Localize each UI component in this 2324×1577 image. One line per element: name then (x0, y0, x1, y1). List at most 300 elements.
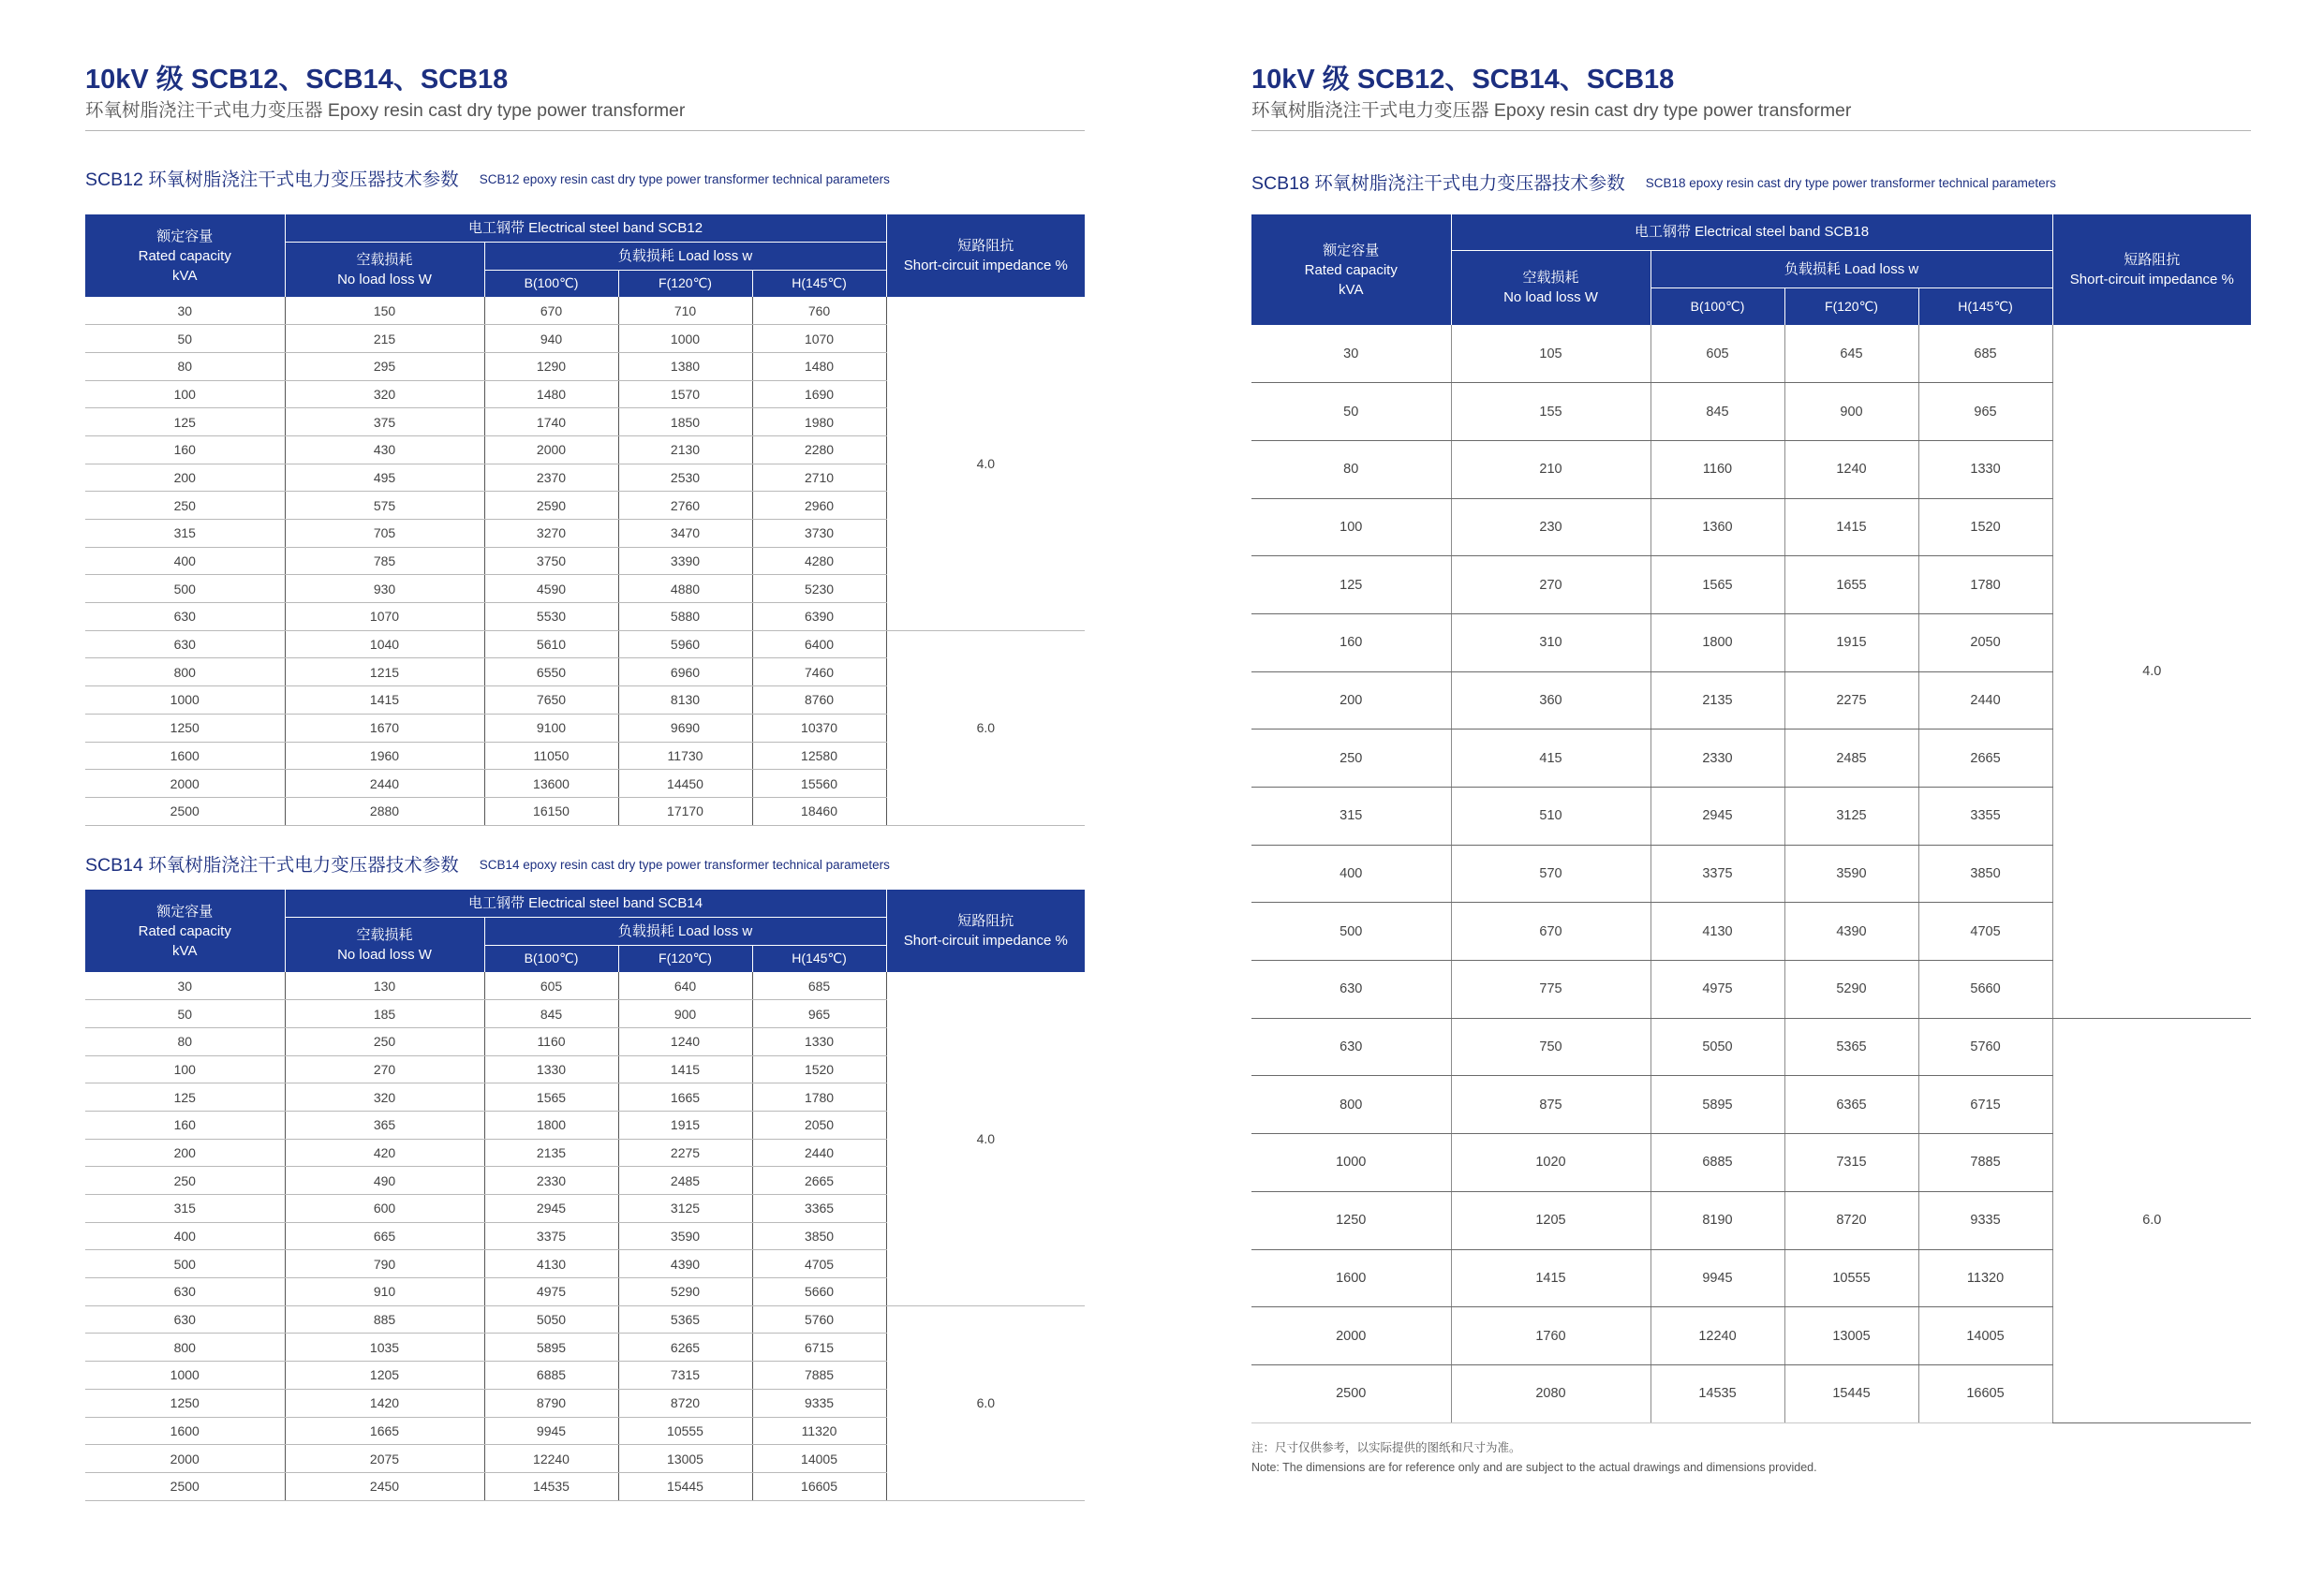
no-load-loss-cell: 2080 (1451, 1364, 1650, 1422)
load-loss-b-cell: 6885 (1650, 1134, 1784, 1192)
load-loss-f-cell: 5365 (1784, 1018, 1918, 1076)
no-load-loss-cell: 320 (285, 380, 484, 408)
rated-capacity-cell: 250 (1251, 730, 1451, 788)
table-row (1251, 325, 2251, 383)
rated-capacity-cell: 1000 (85, 686, 285, 715)
load-loss-h-cell: 9335 (752, 1389, 886, 1417)
no-load-loss-cell: 570 (1451, 845, 1650, 903)
rated-capacity-cell: 80 (85, 352, 285, 380)
load-loss-h-cell: 2050 (752, 1111, 886, 1139)
load-loss-f-cell: 6365 (1784, 1076, 1918, 1134)
no-load-loss-cell: 665 (285, 1222, 484, 1250)
load-loss-f-cell: 1380 (618, 352, 752, 380)
short-circuit-impedance-cell: 6.0 (886, 630, 1085, 825)
load-loss-b-cell: 16150 (484, 797, 618, 825)
scb12-parameter-table (85, 214, 1085, 826)
table-header (1251, 214, 2251, 325)
load-loss-h-cell: 1330 (1918, 440, 2052, 498)
no-load-loss-cell: 230 (1451, 498, 1650, 556)
rated-capacity-cell: 80 (1251, 440, 1451, 498)
impedance-label-cn: 短路阻抗 (957, 913, 1014, 929)
load-loss-f-cell: 1415 (618, 1055, 752, 1083)
rated-capacity-cell: 800 (1251, 1076, 1451, 1134)
load-loss-b-cell: 9945 (1650, 1249, 1784, 1307)
no-load-loss-cell: 910 (285, 1278, 484, 1306)
rated-capacity-cell: 100 (1251, 498, 1451, 556)
rated-capacity-cell: 630 (1251, 1018, 1451, 1076)
load-loss-f-cell: 7315 (1784, 1134, 1918, 1192)
section-heading-en: SCB12 epoxy resin cast dry type power transformer technical parameters (479, 172, 890, 186)
no-load-loss-cell: 310 (1451, 613, 1650, 671)
page-subtitle: 环氧树脂浇注干式电力变压器 Epoxy resin cast dry type power transformer (85, 100, 686, 121)
load-loss-f-cell: 4880 (618, 575, 752, 603)
no-load-loss-label-cn: 空载损耗 (1522, 270, 1579, 287)
load-loss-h-cell: 12580 (752, 742, 886, 770)
no-load-loss-cell: 490 (285, 1167, 484, 1195)
rated-capacity-cell: 1250 (85, 714, 285, 742)
rated-capacity-cell: 400 (85, 547, 285, 575)
load-loss-h-cell: 4705 (752, 1250, 886, 1278)
load-loss-f-cell: 5290 (1784, 961, 1918, 1019)
load-loss-b-cell: 3375 (484, 1222, 618, 1250)
load-loss-b-cell: 4975 (1650, 961, 1784, 1019)
scb14-parameter-table (85, 890, 1085, 1501)
table-header (85, 890, 1085, 972)
load-loss-f-cell: 5880 (618, 603, 752, 631)
scb18-section-heading (1251, 170, 2056, 197)
header-row (85, 890, 1085, 917)
rated-capacity-cell: 500 (1251, 903, 1451, 961)
load-loss-f-cell: 3125 (618, 1195, 752, 1223)
load-loss-f-cell: 5290 (618, 1278, 752, 1306)
load-loss-f-cell: 8720 (618, 1389, 752, 1417)
load-loss-f-cell: 8130 (618, 686, 752, 715)
load-loss-b-cell: 2945 (484, 1195, 618, 1223)
rated-capacity-cell: 125 (1251, 556, 1451, 614)
rated-capacity-cell: 250 (85, 1167, 285, 1195)
impedance-label-en: Short-circuit impedance % (2069, 272, 2234, 287)
no-load-loss-cell: 600 (285, 1195, 484, 1223)
load-loss-h-cell: 685 (1918, 325, 2052, 383)
rated-capacity-cell: 500 (85, 575, 285, 603)
load-loss-b-cell: 1800 (1650, 613, 1784, 671)
load-loss-b-cell: 5895 (484, 1334, 618, 1362)
load-loss-b-cell: 9945 (484, 1417, 618, 1445)
header-row (85, 214, 1085, 242)
load-loss-h-cell: 1070 (752, 325, 886, 353)
scb12-section-heading (85, 167, 890, 193)
no-load-loss-cell: 790 (285, 1250, 484, 1278)
page-title: 10kV 级 SCB12、SCB14、SCB18 (85, 65, 509, 95)
temp-class-h-header: H(145℃) (752, 270, 886, 297)
short-circuit-impedance-cell: 6.0 (886, 1305, 1085, 1500)
load-loss-f-cell: 5365 (618, 1305, 752, 1334)
short-circuit-impedance-header (886, 214, 1085, 297)
load-loss-b-cell: 4975 (484, 1278, 618, 1306)
no-load-loss-cell: 495 (285, 464, 484, 492)
load-loss-f-cell: 2760 (618, 492, 752, 520)
load-loss-h-cell: 1780 (1918, 556, 2052, 614)
load-loss-b-cell: 5895 (1650, 1076, 1784, 1134)
no-load-loss-cell: 1205 (1451, 1191, 1650, 1249)
load-loss-h-cell: 2050 (1918, 613, 2052, 671)
temp-class-f-header: F(120℃) (1784, 287, 1918, 325)
load-loss-h-cell: 6390 (752, 603, 886, 631)
load-loss-h-cell: 8760 (752, 686, 886, 715)
rated-capacity-cell: 1250 (1251, 1191, 1451, 1249)
rated-capacity-cell: 2500 (1251, 1364, 1451, 1422)
no-load-loss-cell: 705 (285, 520, 484, 548)
no-load-loss-cell: 2450 (285, 1472, 484, 1500)
load-loss-b-cell: 6550 (484, 658, 618, 686)
load-loss-f-cell: 1850 (618, 408, 752, 436)
short-circuit-impedance-header (2052, 214, 2251, 325)
load-loss-b-cell: 5610 (484, 630, 618, 658)
load-loss-f-cell: 710 (618, 297, 752, 325)
load-loss-f-cell: 5960 (618, 630, 752, 658)
section-heading-cn: SCB18 环氧树脂浇注干式电力变压器技术参数 (1251, 173, 1625, 194)
impedance-label-en: Short-circuit impedance % (903, 258, 1068, 273)
rated-capacity-cell: 400 (85, 1222, 285, 1250)
no-load-loss-cell: 155 (1451, 383, 1650, 441)
load-loss-b-cell: 845 (1650, 383, 1784, 441)
no-load-loss-cell: 215 (285, 325, 484, 353)
no-load-loss-cell: 270 (1451, 556, 1650, 614)
rated-capacity-cell: 100 (85, 380, 285, 408)
no-load-loss-cell: 2880 (285, 797, 484, 825)
no-load-loss-cell: 430 (285, 435, 484, 464)
no-load-loss-cell: 1670 (285, 714, 484, 742)
load-loss-f-cell: 645 (1784, 325, 1918, 383)
load-loss-h-cell: 2960 (752, 492, 886, 520)
no-load-loss-label-cn: 空载损耗 (356, 926, 413, 943)
temp-class-f-header: F(120℃) (618, 270, 752, 297)
load-loss-f-cell: 4390 (618, 1250, 752, 1278)
load-loss-h-cell: 965 (752, 1000, 886, 1028)
load-loss-f-cell: 3590 (1784, 845, 1918, 903)
rated-capacity-cell: 1600 (85, 1417, 285, 1445)
page-subtitle: 环氧树脂浇注干式电力变压器 Epoxy resin cast dry type power transformer (1251, 100, 1852, 121)
load-loss-b-cell: 2135 (1650, 671, 1784, 730)
load-loss-f-cell: 1665 (618, 1083, 752, 1112)
load-loss-b-cell: 8790 (484, 1389, 618, 1417)
load-loss-h-cell: 685 (752, 972, 886, 1000)
load-loss-h-cell: 18460 (752, 797, 886, 825)
load-loss-f-cell: 1000 (618, 325, 752, 353)
load-loss-f-cell: 2275 (1784, 671, 1918, 730)
load-loss-h-cell: 1980 (752, 408, 886, 436)
rated-capacity-cell: 1000 (85, 1362, 285, 1390)
rated-capacity-label-cn: 额定容量 (156, 228, 214, 244)
rated-capacity-cell: 2000 (85, 770, 285, 798)
load-loss-b-cell: 4590 (484, 575, 618, 603)
load-loss-h-cell: 14005 (1918, 1307, 2052, 1365)
load-loss-f-cell: 6960 (618, 658, 752, 686)
load-loss-h-cell: 1780 (752, 1083, 886, 1112)
load-loss-h-cell: 15560 (752, 770, 886, 798)
load-loss-b-cell: 2135 (484, 1139, 618, 1167)
load-loss-f-cell: 1415 (1784, 498, 1918, 556)
load-loss-f-cell: 3590 (618, 1222, 752, 1250)
load-loss-h-cell: 2440 (752, 1139, 886, 1167)
no-load-loss-cell: 1760 (1451, 1307, 1650, 1365)
no-load-loss-cell: 415 (1451, 730, 1650, 788)
temp-class-h-header: H(145℃) (752, 945, 886, 972)
load-loss-f-cell: 640 (618, 972, 752, 1000)
short-circuit-impedance-cell: 4.0 (886, 972, 1085, 1305)
rated-capacity-cell: 125 (85, 408, 285, 436)
load-loss-h-cell: 5660 (752, 1278, 886, 1306)
load-loss-f-cell: 1240 (1784, 440, 1918, 498)
table-row (85, 630, 1085, 658)
load-loss-b-cell: 13600 (484, 770, 618, 798)
rated-capacity-unit: kVA (172, 942, 198, 959)
rated-capacity-header (85, 890, 285, 972)
load-loss-f-cell: 2130 (618, 435, 752, 464)
no-load-loss-cell: 185 (285, 1000, 484, 1028)
load-loss-f-cell: 15445 (1784, 1364, 1918, 1422)
load-loss-h-cell: 2665 (1918, 730, 2052, 788)
load-loss-h-cell: 3365 (752, 1195, 886, 1223)
load-loss-b-cell: 9100 (484, 714, 618, 742)
load-loss-h-cell: 4280 (752, 547, 886, 575)
load-loss-h-cell: 6715 (1918, 1076, 2052, 1134)
load-loss-header: 负载损耗 Load loss w (484, 917, 886, 945)
load-loss-h-cell: 5230 (752, 575, 886, 603)
load-loss-h-cell: 1520 (752, 1055, 886, 1083)
no-load-loss-cell: 930 (285, 575, 484, 603)
no-load-loss-cell: 1960 (285, 742, 484, 770)
load-loss-b-cell: 2370 (484, 464, 618, 492)
no-load-loss-cell: 420 (285, 1139, 484, 1167)
load-loss-header: 负载损耗 Load loss w (1650, 250, 2052, 287)
rated-capacity-cell: 200 (85, 464, 285, 492)
page-title: 10kV 级 SCB12、SCB14、SCB18 (1251, 65, 1675, 95)
load-loss-b-cell: 5530 (484, 603, 618, 631)
no-load-loss-cell: 1415 (1451, 1249, 1650, 1307)
no-load-loss-cell: 1020 (1451, 1134, 1650, 1192)
temp-class-b-header: B(100℃) (484, 270, 618, 297)
rated-capacity-cell: 400 (1251, 845, 1451, 903)
load-loss-b-cell: 1160 (1650, 440, 1784, 498)
left-page (85, 0, 1085, 1577)
load-loss-h-cell: 2440 (1918, 671, 2052, 730)
load-loss-f-cell: 2530 (618, 464, 752, 492)
section-heading-cn: SCB14 环氧树脂浇注干式电力变压器技术参数 (85, 855, 459, 876)
no-load-loss-header (285, 242, 484, 297)
load-loss-h-cell: 760 (752, 297, 886, 325)
header-row (1251, 214, 2251, 250)
load-loss-h-cell: 7885 (752, 1362, 886, 1390)
rated-capacity-cell: 630 (85, 630, 285, 658)
load-loss-b-cell: 2330 (1650, 730, 1784, 788)
rated-capacity-cell: 50 (1251, 383, 1451, 441)
rated-capacity-cell: 2500 (85, 797, 285, 825)
load-loss-h-cell: 5660 (1918, 961, 2052, 1019)
load-loss-h-cell: 3730 (752, 520, 886, 548)
no-load-loss-cell: 150 (285, 297, 484, 325)
load-loss-b-cell: 1330 (484, 1055, 618, 1083)
footnote-cn: 注：尺寸仅供参考，以实际提供的图纸和尺寸为准。 (1251, 1441, 1521, 1454)
load-loss-b-cell: 12240 (1650, 1307, 1784, 1365)
load-loss-h-cell: 2710 (752, 464, 886, 492)
load-loss-h-cell: 5760 (752, 1305, 886, 1334)
rated-capacity-cell: 1600 (1251, 1249, 1451, 1307)
load-loss-h-cell: 1480 (752, 352, 886, 380)
rated-capacity-cell: 630 (85, 603, 285, 631)
no-load-loss-cell: 785 (285, 547, 484, 575)
load-loss-b-cell: 7650 (484, 686, 618, 715)
rated-capacity-cell: 50 (85, 1000, 285, 1028)
rated-capacity-cell: 80 (85, 1027, 285, 1055)
scb18-parameter-table (1251, 214, 2251, 1423)
rated-capacity-cell: 200 (1251, 671, 1451, 730)
no-load-loss-cell: 130 (285, 972, 484, 1000)
no-load-loss-cell: 750 (1451, 1018, 1650, 1076)
no-load-loss-cell: 1420 (285, 1389, 484, 1417)
rated-capacity-header (85, 214, 285, 297)
section-heading-en: SCB14 epoxy resin cast dry type power transformer technical parameters (479, 858, 890, 872)
no-load-loss-cell: 2075 (285, 1445, 484, 1473)
table-body (85, 972, 1085, 1500)
load-loss-h-cell: 9335 (1918, 1191, 2052, 1249)
table-row (1251, 1018, 2251, 1076)
rated-capacity-label-en: Rated capacity (1304, 261, 1398, 278)
table-body (85, 297, 1085, 825)
load-loss-f-cell: 13005 (618, 1445, 752, 1473)
load-loss-h-cell: 5760 (1918, 1018, 2052, 1076)
rated-capacity-cell: 200 (85, 1139, 285, 1167)
load-loss-b-cell: 3750 (484, 547, 618, 575)
load-loss-h-cell: 3850 (752, 1222, 886, 1250)
no-load-loss-label-cn: 空载损耗 (356, 251, 413, 268)
rated-capacity-cell: 800 (85, 1334, 285, 1362)
load-loss-h-cell: 14005 (752, 1445, 886, 1473)
no-load-loss-header (285, 917, 484, 972)
temp-class-f-header: F(120℃) (618, 945, 752, 972)
load-loss-b-cell: 5050 (484, 1305, 618, 1334)
load-loss-h-cell: 965 (1918, 383, 2052, 441)
rated-capacity-cell: 800 (85, 658, 285, 686)
rated-capacity-cell: 630 (1251, 961, 1451, 1019)
no-load-loss-cell: 510 (1451, 788, 1650, 846)
no-load-loss-cell: 1040 (285, 630, 484, 658)
load-loss-b-cell: 5050 (1650, 1018, 1784, 1076)
load-loss-h-cell: 2665 (752, 1167, 886, 1195)
rated-capacity-label-cn: 额定容量 (1323, 242, 1380, 258)
load-loss-b-cell: 3375 (1650, 845, 1784, 903)
no-load-loss-cell: 320 (285, 1083, 484, 1112)
rated-capacity-cell: 250 (85, 492, 285, 520)
load-loss-f-cell: 10555 (1784, 1249, 1918, 1307)
rated-capacity-cell: 2000 (1251, 1307, 1451, 1365)
footnote-en: Note: The dimensions are for reference only and are subject to the actual drawings and dimensions provided. (1251, 1461, 1817, 1474)
rated-capacity-cell: 30 (1251, 325, 1451, 383)
load-loss-b-cell: 1290 (484, 352, 618, 380)
rated-capacity-cell: 2500 (85, 1472, 285, 1500)
no-load-loss-cell: 105 (1451, 325, 1650, 383)
load-loss-b-cell: 1800 (484, 1111, 618, 1139)
temp-class-b-header: B(100℃) (1650, 287, 1784, 325)
load-loss-b-cell: 14535 (484, 1472, 618, 1500)
load-loss-f-cell: 4390 (1784, 903, 1918, 961)
table-body (1251, 325, 2251, 1422)
no-load-loss-cell: 1415 (285, 686, 484, 715)
load-loss-h-cell: 3850 (1918, 845, 2052, 903)
rated-capacity-unit: kVA (172, 267, 198, 284)
load-loss-f-cell: 7315 (618, 1362, 752, 1390)
rated-capacity-cell: 500 (85, 1250, 285, 1278)
load-loss-b-cell: 1565 (1650, 556, 1784, 614)
temp-class-b-header: B(100℃) (484, 945, 618, 972)
section-heading-en: SCB18 epoxy resin cast dry type power transformer technical parameters (1645, 176, 2056, 190)
load-loss-f-cell: 2485 (618, 1167, 752, 1195)
electrical-steel-band-header: 电工钢带 Electrical steel band SCB18 (1451, 214, 2052, 250)
load-loss-f-cell: 17170 (618, 797, 752, 825)
load-loss-h-cell: 11320 (752, 1417, 886, 1445)
rated-capacity-unit: kVA (1339, 281, 1364, 298)
load-loss-f-cell: 11730 (618, 742, 752, 770)
no-load-loss-cell: 1035 (285, 1334, 484, 1362)
rated-capacity-cell: 160 (1251, 613, 1451, 671)
impedance-label-en: Short-circuit impedance % (903, 933, 1068, 949)
short-circuit-impedance-cell: 4.0 (2052, 325, 2251, 1018)
load-loss-f-cell: 900 (1784, 383, 1918, 441)
load-loss-b-cell: 1740 (484, 408, 618, 436)
title-divider (1251, 130, 2251, 131)
title-divider (85, 130, 1085, 131)
right-page (1251, 0, 2251, 1577)
load-loss-b-cell: 12240 (484, 1445, 618, 1473)
load-loss-h-cell: 16605 (752, 1472, 886, 1500)
rated-capacity-cell: 315 (85, 1195, 285, 1223)
load-loss-f-cell: 15445 (618, 1472, 752, 1500)
no-load-loss-header (1451, 250, 1650, 325)
load-loss-h-cell: 10370 (752, 714, 886, 742)
short-circuit-impedance-cell: 6.0 (2052, 1018, 2251, 1422)
load-loss-f-cell: 8720 (1784, 1191, 1918, 1249)
rated-capacity-cell: 1600 (85, 742, 285, 770)
short-circuit-impedance-cell: 4.0 (886, 297, 1085, 630)
no-load-loss-cell: 210 (1451, 440, 1650, 498)
load-loss-b-cell: 4130 (1650, 903, 1784, 961)
table-header (85, 214, 1085, 297)
load-loss-b-cell: 1565 (484, 1083, 618, 1112)
load-loss-b-cell: 11050 (484, 742, 618, 770)
temp-class-h-header: H(145℃) (1918, 287, 2052, 325)
impedance-label-cn: 短路阻抗 (2124, 252, 2181, 268)
load-loss-f-cell: 3390 (618, 547, 752, 575)
load-loss-h-cell: 3355 (1918, 788, 2052, 846)
load-loss-b-cell: 2945 (1650, 788, 1784, 846)
load-loss-h-cell: 7885 (1918, 1134, 2052, 1192)
load-loss-header: 负载损耗 Load loss w (484, 242, 886, 270)
load-loss-b-cell: 1480 (484, 380, 618, 408)
load-loss-f-cell: 2485 (1784, 730, 1918, 788)
load-loss-h-cell: 1690 (752, 380, 886, 408)
rated-capacity-cell: 2000 (85, 1445, 285, 1473)
no-load-loss-cell: 270 (285, 1055, 484, 1083)
load-loss-f-cell: 6265 (618, 1334, 752, 1362)
short-circuit-impedance-header (886, 890, 1085, 972)
table-row (85, 297, 1085, 325)
no-load-loss-cell: 875 (1451, 1076, 1650, 1134)
scb14-section-heading (85, 852, 890, 878)
load-loss-f-cell: 1240 (618, 1027, 752, 1055)
rated-capacity-cell: 160 (85, 435, 285, 464)
load-loss-f-cell: 9690 (618, 714, 752, 742)
load-loss-f-cell: 3125 (1784, 788, 1918, 846)
